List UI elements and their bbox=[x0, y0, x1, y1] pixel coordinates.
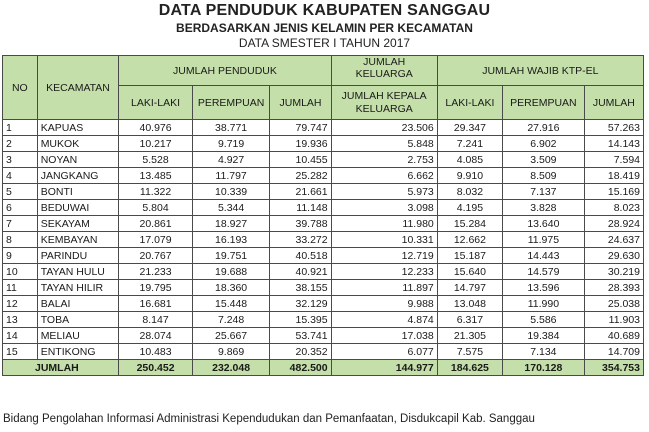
page-subtitle: BERDASARKAN JENIS KELAMIN PER KECAMATAN bbox=[176, 21, 473, 35]
cell-ktp-jumlah: 8.023 bbox=[584, 200, 643, 216]
cell-perempuan: 38.771 bbox=[192, 120, 270, 136]
header-laki-laki: LAKI-LAKI bbox=[119, 86, 192, 120]
total-perempuan: 232.048 bbox=[192, 360, 270, 376]
total-jumlah: 482.500 bbox=[270, 360, 331, 376]
table-row bbox=[3, 184, 644, 200]
cell-perempuan: 16.193 bbox=[192, 232, 270, 248]
cell-jumlah: 19.936 bbox=[270, 136, 331, 152]
cell-kepala-keluarga: 4.874 bbox=[331, 312, 437, 328]
cell-perempuan: 15.448 bbox=[192, 296, 270, 312]
period-label: DATA SMESTER I TAHUN 2017 bbox=[238, 36, 411, 50]
cell-ktp-laki-laki: 6.317 bbox=[437, 312, 502, 328]
header-perempuan: PEREMPUAN bbox=[192, 86, 270, 120]
cell-ktp-jumlah: 30.219 bbox=[584, 264, 643, 280]
cell-kecamatan: ENTIKONG bbox=[37, 344, 119, 360]
cell-jumlah: 79.747 bbox=[270, 120, 331, 136]
cell-ktp-laki-laki: 9.910 bbox=[437, 168, 502, 184]
cell-ktp-perempuan: 6.902 bbox=[503, 136, 585, 152]
cell-perempuan: 19.688 bbox=[192, 264, 270, 280]
cell-jumlah: 40.921 bbox=[270, 264, 331, 280]
cell-no: 6 bbox=[3, 200, 38, 216]
cell-ktp-perempuan: 11.990 bbox=[503, 296, 585, 312]
cell-ktp-perempuan: 14.579 bbox=[503, 264, 585, 280]
cell-perempuan: 18.927 bbox=[192, 216, 270, 232]
header-jumlah-keluarga: JUMLAH KELUARGA bbox=[331, 56, 437, 86]
cell-jumlah: 20.352 bbox=[270, 344, 331, 360]
cell-kepala-keluarga: 2.753 bbox=[331, 152, 437, 168]
cell-ktp-perempuan: 8.509 bbox=[503, 168, 585, 184]
table-row bbox=[3, 200, 644, 216]
total-ktp-laki-laki: 184.625 bbox=[437, 360, 502, 376]
cell-kepala-keluarga: 5.848 bbox=[331, 136, 437, 152]
cell-kepala-keluarga: 12.719 bbox=[331, 248, 437, 264]
cell-ktp-perempuan: 11.975 bbox=[503, 232, 585, 248]
cell-no: 12 bbox=[3, 296, 38, 312]
cell-no: 1 bbox=[3, 120, 38, 136]
cell-ktp-laki-laki: 13.048 bbox=[437, 296, 502, 312]
cell-ktp-laki-laki: 14.797 bbox=[437, 280, 502, 296]
population-table bbox=[2, 55, 644, 376]
cell-no: 15 bbox=[3, 344, 38, 360]
cell-kepala-keluarga: 12.233 bbox=[331, 264, 437, 280]
cell-ktp-jumlah: 14.143 bbox=[584, 136, 643, 152]
cell-perempuan: 4.927 bbox=[192, 152, 270, 168]
cell-ktp-laki-laki: 29.347 bbox=[437, 120, 502, 136]
total-ktp-jumlah: 354.753 bbox=[584, 360, 643, 376]
header-ktp-jumlah: JUMLAH bbox=[584, 86, 643, 120]
table-row bbox=[3, 168, 644, 184]
cell-kecamatan: BALAI bbox=[37, 296, 119, 312]
cell-ktp-laki-laki: 12.662 bbox=[437, 232, 502, 248]
cell-laki-laki: 20.767 bbox=[119, 248, 192, 264]
cell-laki-laki: 11.322 bbox=[119, 184, 192, 200]
cell-no: 2 bbox=[3, 136, 38, 152]
header-jumlah-kepala-keluarga: JUMLAH KEPALA KELUARGA bbox=[331, 86, 437, 120]
cell-ktp-perempuan: 13.640 bbox=[503, 216, 585, 232]
cell-kecamatan: SEKAYAM bbox=[37, 216, 119, 232]
cell-kecamatan: NOYAN bbox=[37, 152, 119, 168]
cell-jumlah: 39.788 bbox=[270, 216, 331, 232]
cell-laki-laki: 17.079 bbox=[119, 232, 192, 248]
cell-jumlah: 38.155 bbox=[270, 280, 331, 296]
cell-kecamatan: BONTI bbox=[37, 184, 119, 200]
cell-ktp-perempuan: 7.137 bbox=[503, 184, 585, 200]
header-jumlah: JUMLAH bbox=[270, 86, 331, 120]
table-row bbox=[3, 248, 644, 264]
cell-kepala-keluarga: 5.973 bbox=[331, 184, 437, 200]
cell-perempuan: 18.360 bbox=[192, 280, 270, 296]
cell-jumlah: 10.455 bbox=[270, 152, 331, 168]
header-ktp-perempuan: PEREMPUAN bbox=[503, 86, 585, 120]
cell-ktp-perempuan: 14.443 bbox=[503, 248, 585, 264]
cell-perempuan: 5.344 bbox=[192, 200, 270, 216]
cell-ktp-perempuan: 7.134 bbox=[503, 344, 585, 360]
cell-laki-laki: 5.528 bbox=[119, 152, 192, 168]
cell-jumlah: 15.395 bbox=[270, 312, 331, 328]
cell-ktp-laki-laki: 7.241 bbox=[437, 136, 502, 152]
cell-kecamatan: TOBA bbox=[37, 312, 119, 328]
cell-ktp-perempuan: 3.828 bbox=[503, 200, 585, 216]
cell-ktp-jumlah: 15.169 bbox=[584, 184, 643, 200]
table-row bbox=[3, 344, 644, 360]
cell-ktp-laki-laki: 21.305 bbox=[437, 328, 502, 344]
cell-perempuan: 9.719 bbox=[192, 136, 270, 152]
cell-laki-laki: 10.483 bbox=[119, 344, 192, 360]
cell-laki-laki: 10.217 bbox=[119, 136, 192, 152]
cell-perempuan: 10.339 bbox=[192, 184, 270, 200]
cell-ktp-laki-laki: 4.195 bbox=[437, 200, 502, 216]
cell-ktp-jumlah: 40.689 bbox=[584, 328, 643, 344]
table-row bbox=[3, 296, 644, 312]
cell-laki-laki: 16.681 bbox=[119, 296, 192, 312]
cell-jumlah: 32.129 bbox=[270, 296, 331, 312]
cell-ktp-perempuan: 13.596 bbox=[503, 280, 585, 296]
cell-no: 4 bbox=[3, 168, 38, 184]
cell-no: 3 bbox=[3, 152, 38, 168]
cell-kepala-keluarga: 3.098 bbox=[331, 200, 437, 216]
cell-laki-laki: 20.861 bbox=[119, 216, 192, 232]
header-no: NO bbox=[3, 56, 38, 120]
header-jumlah-penduduk: JUMLAH PENDUDUK bbox=[119, 56, 331, 86]
cell-ktp-jumlah: 25.038 bbox=[584, 296, 643, 312]
total-label-text: JUMLAH bbox=[35, 361, 79, 374]
cell-ktp-jumlah: 28.924 bbox=[584, 216, 643, 232]
cell-kepala-keluarga: 11.897 bbox=[331, 280, 437, 296]
cell-ktp-laki-laki: 15.640 bbox=[437, 264, 502, 280]
cell-kepala-keluarga: 6.077 bbox=[331, 344, 437, 360]
table-row bbox=[3, 216, 644, 232]
cell-perempuan: 9.869 bbox=[192, 344, 270, 360]
header-kecamatan: KECAMATAN bbox=[37, 56, 119, 120]
cell-no: 5 bbox=[3, 184, 38, 200]
cell-ktp-jumlah: 14.709 bbox=[584, 344, 643, 360]
cell-laki-laki: 19.795 bbox=[119, 280, 192, 296]
cell-ktp-perempuan: 5.586 bbox=[503, 312, 585, 328]
cell-jumlah: 21.661 bbox=[270, 184, 331, 200]
cell-ktp-jumlah: 11.903 bbox=[584, 312, 643, 328]
table-row bbox=[3, 136, 644, 152]
cell-kepala-keluarga: 9.988 bbox=[331, 296, 437, 312]
cell-perempuan: 19.751 bbox=[192, 248, 270, 264]
cell-ktp-jumlah: 18.419 bbox=[584, 168, 643, 184]
cell-ktp-laki-laki: 15.284 bbox=[437, 216, 502, 232]
total-ktp-perempuan: 170.128 bbox=[503, 360, 585, 376]
cell-laki-laki: 21.233 bbox=[119, 264, 192, 280]
cell-ktp-jumlah: 57.263 bbox=[584, 120, 643, 136]
table-row bbox=[3, 328, 644, 344]
cell-perempuan: 11.797 bbox=[192, 168, 270, 184]
cell-kecamatan: BEDUWAI bbox=[37, 200, 119, 216]
cell-kecamatan: TAYAN HULU bbox=[37, 264, 119, 280]
cell-perempuan: 7.248 bbox=[192, 312, 270, 328]
cell-kecamatan: JANGKANG bbox=[37, 168, 119, 184]
cell-kepala-keluarga: 17.038 bbox=[331, 328, 437, 344]
cell-no: 9 bbox=[3, 248, 38, 264]
table-row bbox=[3, 232, 644, 248]
cell-laki-laki: 28.074 bbox=[119, 328, 192, 344]
cell-ktp-perempuan: 27.916 bbox=[503, 120, 585, 136]
total-kepala-keluarga: 144.977 bbox=[331, 360, 437, 376]
cell-kecamatan: MELIAU bbox=[37, 328, 119, 344]
cell-kecamatan: KAPUAS bbox=[37, 120, 119, 136]
source-footer: Bidang Pengolahan Informasi Administrasi Kependudukan dan Pemanfaatan, Disdukcapil Kab. Sanggau bbox=[3, 413, 535, 425]
cell-kecamatan: PARINDU bbox=[37, 248, 119, 264]
table-row bbox=[3, 152, 644, 168]
cell-laki-laki: 13.485 bbox=[119, 168, 192, 184]
cell-no: 13 bbox=[3, 312, 38, 328]
cell-ktp-perempuan: 3.509 bbox=[503, 152, 585, 168]
cell-ktp-jumlah: 28.393 bbox=[584, 280, 643, 296]
cell-kepala-keluarga: 23.506 bbox=[331, 120, 437, 136]
cell-ktp-laki-laki: 7.575 bbox=[437, 344, 502, 360]
cell-laki-laki: 40.976 bbox=[119, 120, 192, 136]
cell-ktp-laki-laki: 15.187 bbox=[437, 248, 502, 264]
cell-jumlah: 33.272 bbox=[270, 232, 331, 248]
cell-kepala-keluarga: 11.980 bbox=[331, 216, 437, 232]
table-row bbox=[3, 264, 644, 280]
cell-no: 7 bbox=[3, 216, 38, 232]
cell-ktp-jumlah: 29.630 bbox=[584, 248, 643, 264]
header-ktp-laki-laki: LAKI-LAKI bbox=[437, 86, 502, 120]
cell-ktp-jumlah: 24.637 bbox=[584, 232, 643, 248]
cell-perempuan: 25.667 bbox=[192, 328, 270, 344]
cell-kecamatan: MUKOK bbox=[37, 136, 119, 152]
total-row bbox=[3, 360, 644, 376]
cell-no: 11 bbox=[3, 280, 38, 296]
table-row bbox=[3, 312, 644, 328]
cell-ktp-perempuan: 19.384 bbox=[503, 328, 585, 344]
header-jumlah-wajib-ktp: JUMLAH WAJIB KTP-EL bbox=[437, 56, 643, 86]
cell-no: 10 bbox=[3, 264, 38, 280]
cell-no: 14 bbox=[3, 328, 38, 344]
table-row bbox=[3, 280, 644, 296]
total-label bbox=[3, 360, 119, 376]
page-title: DATA PENDUDUK KABUPATEN SANGGAU bbox=[158, 2, 491, 19]
cell-kepala-keluarga: 10.331 bbox=[331, 232, 437, 248]
table-row bbox=[3, 120, 644, 136]
cell-ktp-jumlah: 7.594 bbox=[584, 152, 643, 168]
total-laki-laki: 250.452 bbox=[119, 360, 192, 376]
cell-laki-laki: 8.147 bbox=[119, 312, 192, 328]
cell-jumlah: 25.282 bbox=[270, 168, 331, 184]
cell-laki-laki: 5.804 bbox=[119, 200, 192, 216]
cell-jumlah: 53.741 bbox=[270, 328, 331, 344]
cell-kecamatan: TAYAN HILIR bbox=[37, 280, 119, 296]
cell-no: 8 bbox=[3, 232, 38, 248]
cell-ktp-laki-laki: 4.085 bbox=[437, 152, 502, 168]
cell-jumlah: 40.518 bbox=[270, 248, 331, 264]
cell-jumlah: 11.148 bbox=[270, 200, 331, 216]
cell-kecamatan: KEMBAYAN bbox=[37, 232, 119, 248]
cell-ktp-laki-laki: 8.032 bbox=[437, 184, 502, 200]
cell-kepala-keluarga: 6.662 bbox=[331, 168, 437, 184]
